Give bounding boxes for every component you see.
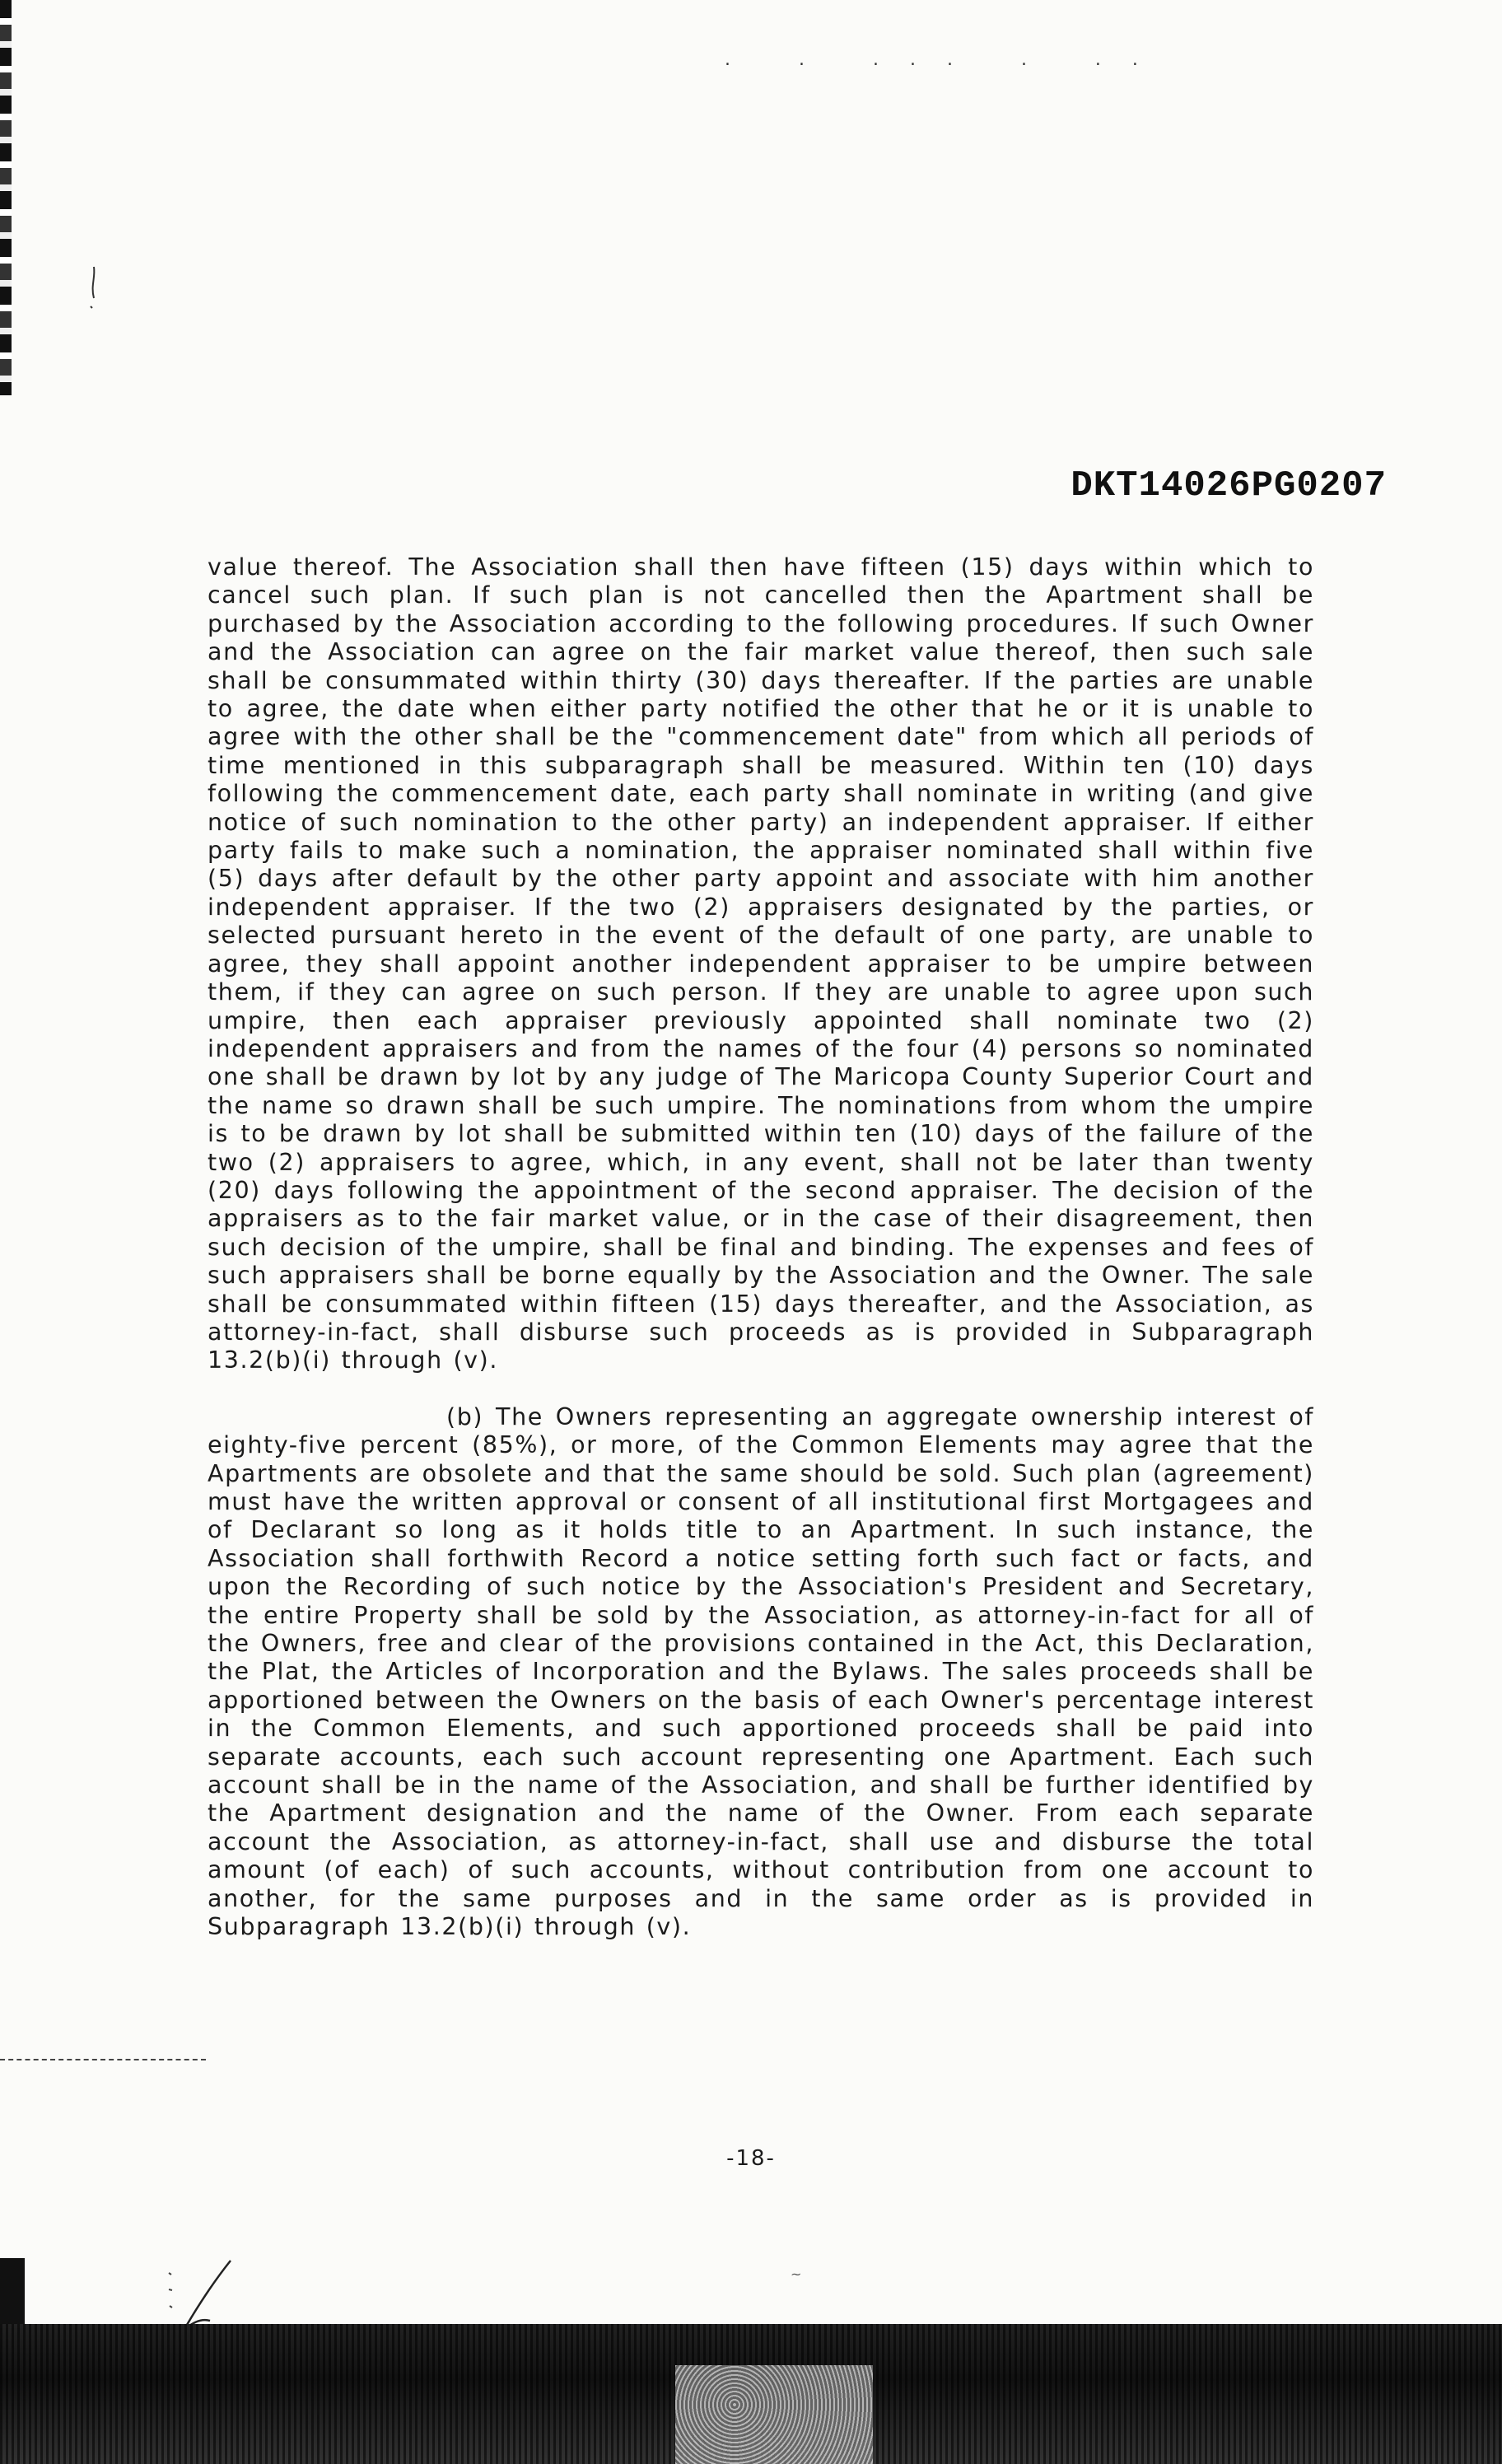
scan-corner-artifact	[0, 2258, 25, 2324]
paragraph-b-text: (b) The Owners representing an aggregate ownership interest of eighty-five percent (85%), or more, of the Common Elements may agree that the Apartments are obsolete and that the same should be sold. Such plan (agreement) must have the written approval or consent of all institutional first Mortgagees and of Declarant so long as it holds title to an Apartment. In such instance, the Association shall forthwith Record a notice setting forth such fact or facts, and upon the Recording of such notice by the Association's President and Secretary, the entire Property shall be sold by the Association, as attorney-in-fact for all of the Owners, free and clear of the provisions contained in the Act, this Declaration, the Plat, the Articles of Incorporation and the Bylaws. The sales proceeds shall be apportioned between the Owners on the basis of each Owner's percentage interest in the Common Elements, and such apportioned proceeds shall be paid into separate accounts, each such account representing one Apartment. Each such account shall be in the name of the Association, and shall be further identified by the Apartment designation and the name of the Owner. From each separate account the Association, as attorney-in-fact, shall use and disburse the total amount (of each) of such accounts, without contribution from one account to another, for the same purposes and in the same order as is provided in Subparagraph 13.2(b)(i) through (v).	[208, 1402, 1314, 1941]
document-body	[208, 553, 1314, 1970]
paragraph-b	[208, 1403, 1314, 1942]
paragraph-continuation: value thereof. The Association shall then have fifteen (15) days within which to cancel such plan. If such plan is not cancelled then the Apartment shall be purchased by the Association according to the following procedures. If such Owner and the Association can agree on the fair market value thereof, then such sale shall be consummated within thirty (30) days thereafter. If the parties are unable to agree, the date when either party notified the other that he or it is unable to agree with the other shall be the "commencement date" from which all periods of time mentioned in this subparagraph shall be measured. Within ten (10) days following the commencement date, each party shall nominate in writing (and give notice of such nomination to the other party) an independent appraiser. If either party fails to make such a nomination, the appraiser nominated shall within five (5) days after default by the other party appoint and associate with him another independent appraiser. If the two (2) appraisers designated by the parties, or selected pursuant hereto in the event of the default of one party, are unable to agree, they shall appoint another independent appraiser to be umpire between them, if they can agree on such person. If they are unable to agree upon such umpire, then each appraiser previously appointed shall nominate two (2) independent appraisers and from the names of the four (4) persons so nominated one shall be drawn by lot by any judge of The Maricopa County Superior Court and the name so drawn shall be such umpire. The nominations from whom the umpire is to be drawn by lot shall be submitted within ten (10) days of the failure of the two (2) appraisers to agree, which, in any event, shall not be later than twenty (20) days following the appointment of the second appraiser. The decision of the appraisers as to the fair market value, or in the case of their disagreement, then such decision of the umpire, shall be final and binding. The expenses and fees of such appraisers shall be borne equally by the Association and the Owner. The sale shall be consummated within fifteen (15) days thereafter, and the Association, as attorney-in-fact, shall disburse such proceeds as is provided in Subparagraph 13.2(b)(i) through (v).	[208, 553, 1314, 1374]
page-number: -18-	[726, 2146, 776, 2171]
recording-stamp: DKT14026PG0207	[1071, 465, 1387, 506]
scan-dots-artifact: . . ... . ..	[725, 49, 1169, 70]
scan-mark-artifact: ~	[791, 2266, 802, 2282]
margin-pen-mark	[86, 265, 102, 315]
scan-noise-artifact	[675, 2365, 873, 2464]
scan-dash-artifact	[0, 2059, 206, 2060]
scan-edge-artifact	[0, 0, 12, 395]
